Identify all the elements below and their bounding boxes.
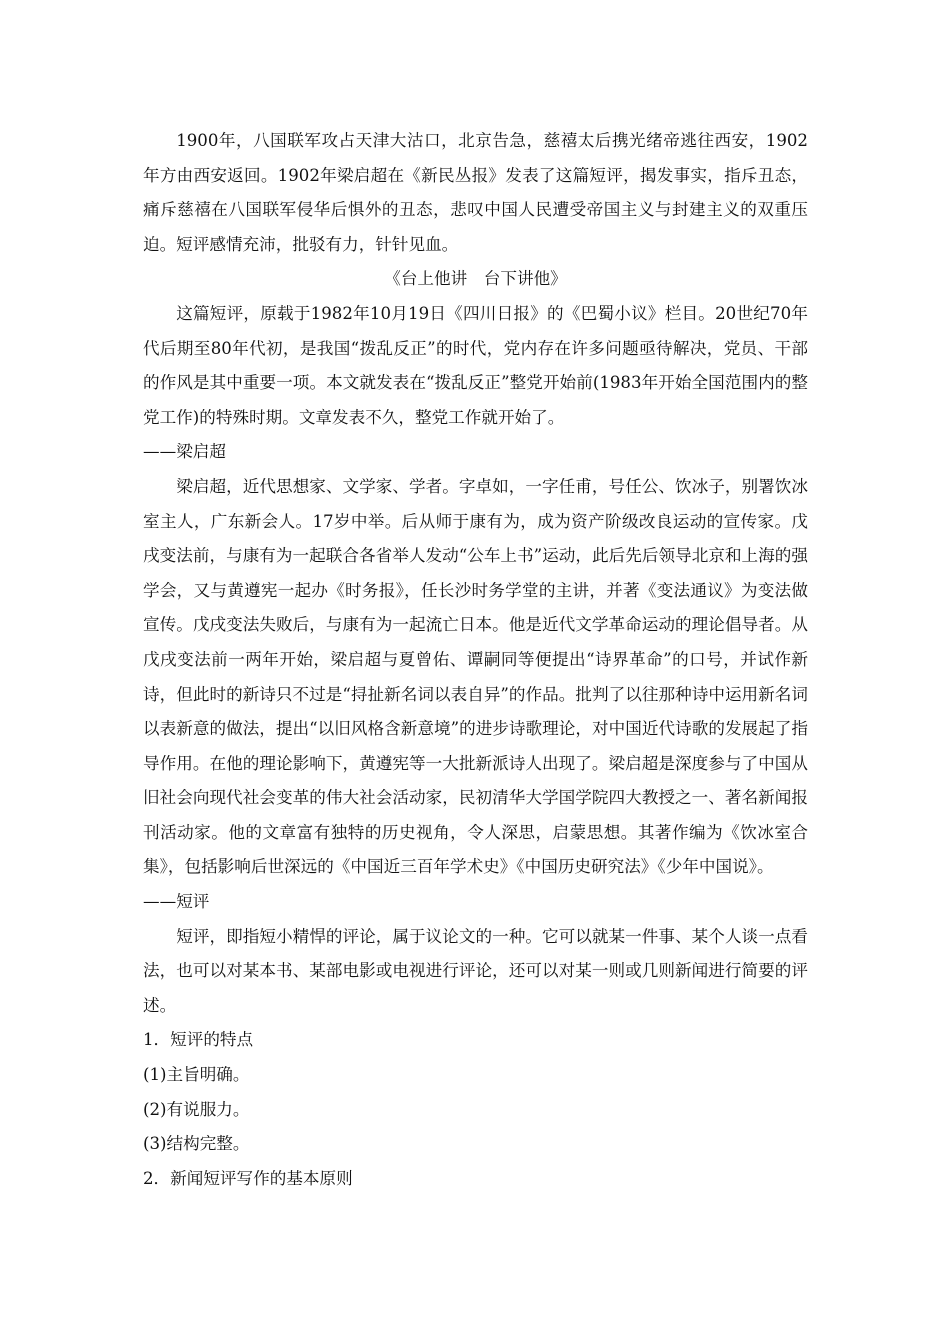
document-page (143, 124, 808, 1196)
paragraph-review: 短评，即指短小精悍的评论，属于议论文的一种。它可以就某一件事、某个人谈一点看法，也可以对某本书、某部电影或电视进行评论，还可以对某一则或几则新闻进行简要的评述。 (143, 926, 808, 1015)
list-title-features: 1．短评的特点 (143, 1030, 254, 1050)
paragraph-author: 梁启超，近代思想家、文学家、学者。字卓如，一字任甫，号任公、饮冰子，别署饮冰室主人，广东新会人。17岁中举。后从师于康有为，成为资产阶级改良运动的宣传家。戊戌变法前，与康有为一起联合各省举人发动“公车上书”运动，此后先后领导北京和上海的强学会，又与黄遵宪一起办《时务报》，任长沙时务学堂的主讲，并著《变法通议》为变法做宣传。戊戌变法失败后，与康有为一起流亡日本。他是近代文学革命运动的理论倡导者。从戊戌变法前一两年开始，梁启超与夏曾佑、谭嗣同等便提出“诗界革命”的口号，并试作新诗，但此时的新诗只不过是“挦扯新名词以表自异”的作品。批判了以往那种诗中运用新名词以表新意的做法，提出“以旧风格含新意境”的进步诗歌理论，对中国近代诗歌的发展起了指导作用。在他的理论影响下，黄遵宪等一大批新派诗人出现了。梁启超是深度参与了中国从旧社会向现代社会变革的伟大社会活动家，民初清华大学国学院四大教授之一、著名新闻报刊活动家。他的文章富有独特的历史视角，令人深思，启蒙思想。其著作编为《饮冰室合集》，包括影响后世深远的《中国近三百年学术史》《中国历史研究法》《少年中国说》。 (143, 476, 808, 877)
heading-review: ——短评 (143, 892, 210, 912)
list-item: (1)主旨明确。 (143, 1065, 250, 1085)
paragraph-history: 1900年，八国联军攻占天津大沽口，北京告急，慈禧太后携光绪帝逃往西安，1902年方由西安返回。1902年梁启超在《新民丛报》发表了这篇短评，揭发事实，指斥丑态，痛斥慈禧在八国联军侵华后惧外的丑态，悲叹中国人民遭受帝国主义与封建主义的双重压迫。短评感情充沛，批驳有力，针针见血。 (143, 131, 808, 254)
paragraph-background: 这篇短评，原载于1982年10月19日《四川日报》的《巴蜀小议》栏目。20世纪70年代后期至80年代初，是我国“拨乱反正”的时代，党内存在许多问题亟待解决，党员、干部的作风是其中重要一项。本文就发表在“拨乱反正”整党开始前(1983年开始全国范围内的整党工作)的特殊时期。文章发表不久，整党工作就开始了。 (143, 303, 808, 427)
subtitle-article: 《台上他讲 台下讲他》 (384, 269, 567, 289)
list-title-principles: 2．新闻短评写作的基本原则 (143, 1168, 353, 1188)
list-item: (2)有说服力。 (143, 1099, 250, 1119)
list-item: (3)结构完整。 (143, 1134, 250, 1154)
heading-author: ——梁启超 (143, 442, 226, 462)
